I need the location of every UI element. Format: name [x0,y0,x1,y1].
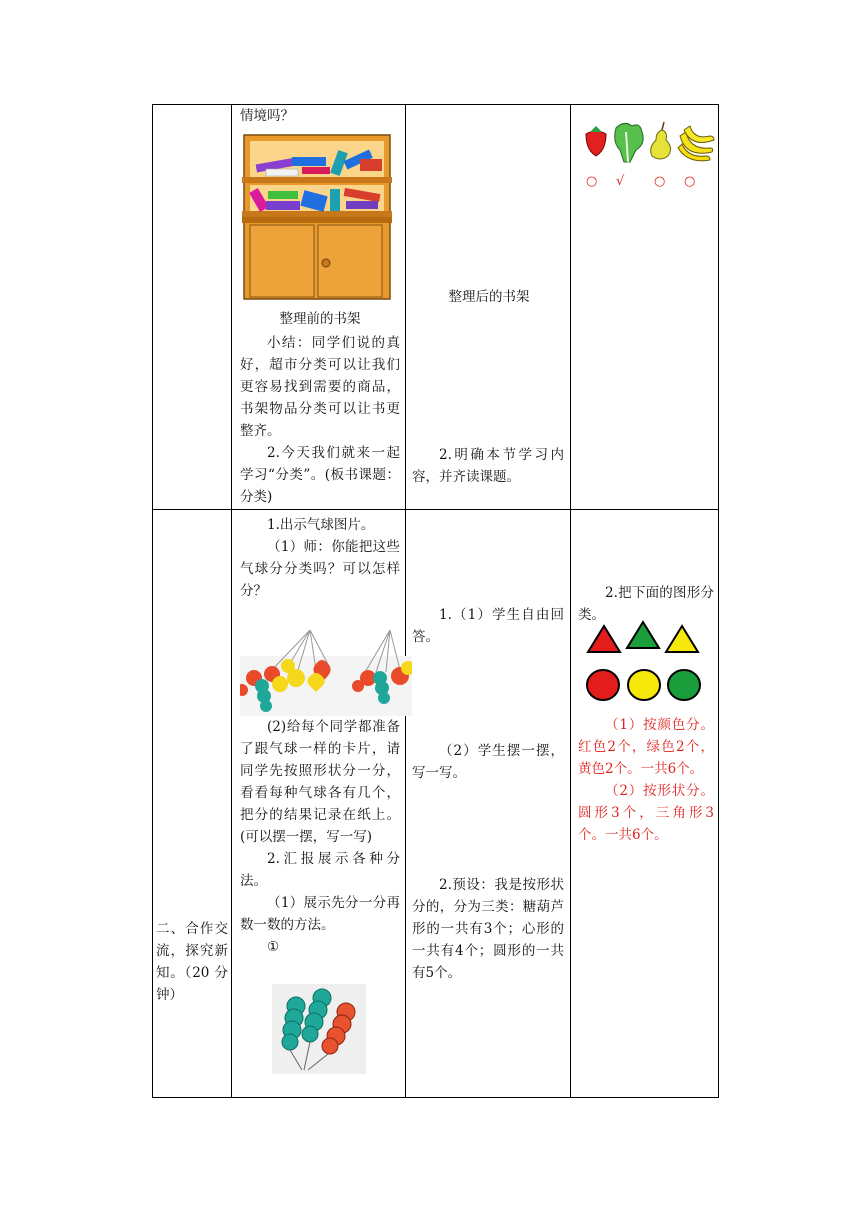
row1-activity-bottom [240,308,400,508]
green-triangle [627,622,659,648]
summary-text: 小结：同学们说的真好，超市分类可以让我们更容易找到需要的商品，书架物品分类可以让书更整齐。 [240,335,400,439]
report-methods-text: 2.汇报展示各种分法。 [240,851,400,889]
row2-student-bottom [412,874,564,984]
red-triangle [588,626,620,652]
show-method-text: （1）展示先分一分再数一数的方法。 [240,895,400,933]
answer-by-color: （1）按颜色分。红色2个，绿色2个，黄色2个。一共6个。 [578,717,714,777]
preset-answer-text: 2.预设：我是按形状分的，分为三类：糖葫芦形的一共有3个；心形的一共有4个；圆形的一共有5个。 [412,877,564,981]
row2-student-top [412,604,564,648]
method-number: ① [267,939,280,955]
bookshelf-before-caption: 整理前的书架 [279,311,361,327]
tanghulu-balloons-image [272,984,366,1074]
row2-student-middle [412,740,564,784]
bookshelf-after-caption: 整理后的书架 [448,289,530,305]
row2-activity-middle [240,716,400,958]
table-divider-2 [405,104,406,1098]
table-divider-3 [570,104,571,1098]
today-topic-text: 2.今天我们就来一起学习“分类”。(板书课题：分类) [240,445,400,505]
row2-activity-top [240,514,400,602]
table-border-right [718,104,719,1098]
yellow-circle [628,670,660,700]
exercise-task-text: 2.把下面的图形分类。 [578,585,714,623]
card-instructions-text: (2)给每个同学都准备了跟气球一样的卡片，请同学先按照形状分一分，看看每种气球各有几个，把分的结果记录在纸上。(可以摆一摆，写一写) [240,719,400,845]
red-circle [587,670,619,700]
mark-1: ○ [586,174,598,189]
fruits-image [582,118,716,164]
show-balloons-text: 1.出示气球图片。 [267,517,375,533]
mark-2: √ [616,174,625,189]
balloons-image [240,626,412,716]
section-label-cell [156,918,228,1006]
clarify-text: 2.明确本节学习内容，并齐读课题。 [412,447,564,485]
bookshelf-after-caption-cell [412,286,566,308]
table-border-left [152,104,153,1098]
mark-3: ○ [654,174,666,189]
shapes-image [584,620,708,704]
table-border-bottom [152,1097,719,1098]
fruit-marks-row [582,174,716,194]
table-border-top [152,104,719,105]
teacher-question-text: （1）师：你能把这些气球分分类吗？可以怎样分？ [240,539,400,599]
green-circle [668,670,700,700]
table-divider-1 [231,104,232,1098]
student-answer-text: 1.（1）学生自由回答。 [412,607,564,645]
row2-exercise-answers [578,714,714,846]
student-place-text: （2）学生摆一摆，写一写。 [412,743,564,781]
answer-by-shape: （2）按形状分。圆形3个，三角形3个。一共6个。 [578,783,714,843]
section-label: 二、合作交流，探究新知。（20 分钟） [156,921,228,1003]
text-line: 情境吗？ [240,108,294,124]
row1-activity-top [240,105,400,127]
yellow-triangle [666,626,698,652]
row1-student-activity [412,444,564,488]
mark-4: ○ [684,174,696,189]
row-divider [152,509,719,510]
messy-bookshelf-image [240,133,394,301]
